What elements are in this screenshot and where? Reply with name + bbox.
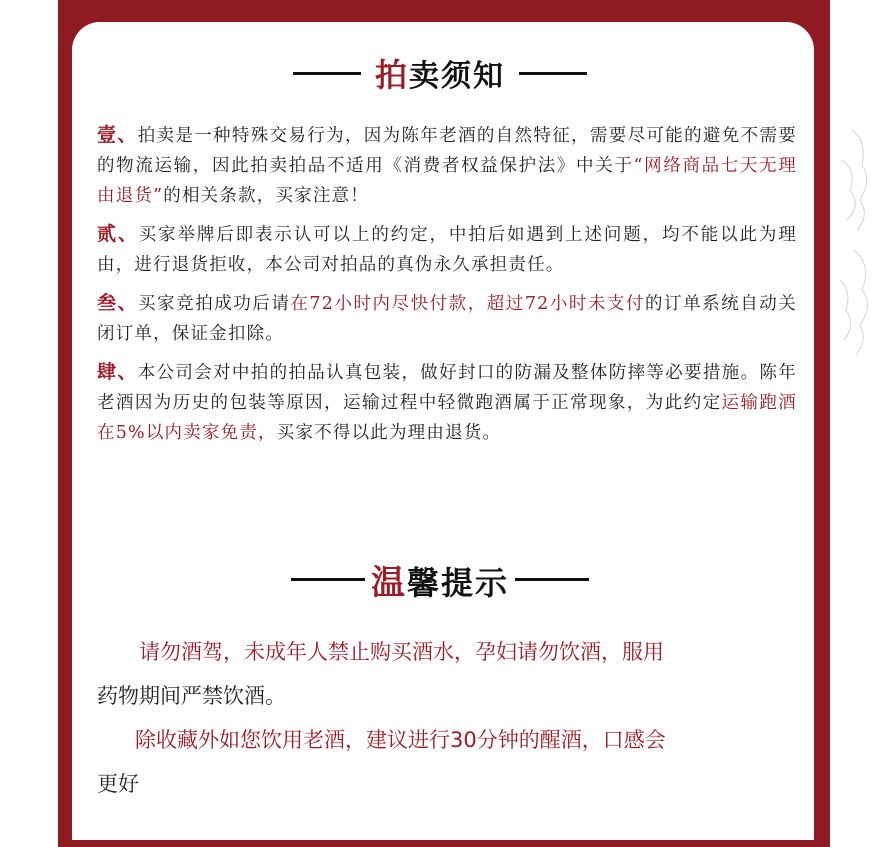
tips-title-left-line: [291, 578, 365, 581]
notice-title-first-char: 拍: [374, 56, 409, 94]
rule-text: 买家竞拍成功后请: [138, 294, 291, 314]
notice-rules: [97, 120, 797, 456]
rule-highlight-text: 在72小时内尽快付款，超过72小时未支付: [290, 294, 646, 314]
rule-highlight-text: “网络商品七天无理由退货”: [97, 156, 797, 206]
tip-2-red-text: 除收藏外如您饮用老酒，建议进行30分钟的醒酒，口感会: [135, 728, 666, 752]
rule-item: [97, 219, 797, 280]
sketch-decoration-icon: [832, 120, 880, 360]
rule-number: 贰、: [97, 223, 139, 245]
tips-title-right-line: [515, 578, 589, 581]
rule-number: 肆、: [97, 361, 138, 383]
bottom-frame-bar: [58, 840, 830, 847]
tips-title-rest: 馨提示: [406, 564, 509, 602]
rule-item: [97, 120, 797, 211]
tips-title: [371, 555, 509, 604]
rule-text: 拍卖是一种特殊交易行为，因为陈年老酒的自然特征，需要尽可能的避免不需要的物流运输，因此拍卖拍品不适用《消费者权益保护法》中关于: [97, 126, 797, 176]
rule-item: [97, 357, 797, 448]
tip-2-dark-text: 更好: [97, 772, 139, 796]
title-left-line: [293, 72, 361, 75]
rule-number: 壹、: [97, 124, 138, 146]
rule-text: 的相关条款，买家注意！: [163, 186, 369, 206]
tip-1-dark-text: 药物期间严禁饮酒。: [97, 684, 286, 708]
rule-text: 买家不得以此为理由退货。: [276, 423, 502, 443]
tips-title-first-char: 温: [370, 563, 407, 603]
tips-section: [97, 630, 777, 806]
tip-paragraph-2: [97, 718, 777, 806]
rule-text: 本公司会对中拍的拍品认真包装，做好封口的防漏及整体防摔等必要措施。陈年老酒因为历史的包装等原因，运输过程中轻微跑酒属于正常现象，为此约定: [97, 363, 797, 413]
title-right-line: [519, 72, 587, 75]
rule-number: 叁、: [97, 292, 139, 314]
notice-title: [375, 50, 505, 96]
notice-title-row: [0, 50, 880, 96]
tip-paragraph-1: [97, 630, 777, 718]
rule-text: 买家举牌后即表示认可以上的约定，中拍后如遇到上述问题，均不能以此为理由，进行退货拒收，本公司对拍品的真伪永久承担责任。: [97, 225, 797, 275]
rule-text: 的订单系统自动关闭订单，保证金扣除。: [97, 294, 797, 344]
tip-1-red-text: 请勿酒驾，未成年人禁止购买酒水，孕妇请勿饮酒，服用: [139, 640, 664, 664]
notice-title-rest: 卖须知: [409, 59, 505, 94]
tips-title-row: [0, 555, 880, 604]
rule-highlight-text: 运输跑酒在5%以内卖家免责，: [97, 393, 797, 443]
rule-item: [97, 288, 797, 349]
